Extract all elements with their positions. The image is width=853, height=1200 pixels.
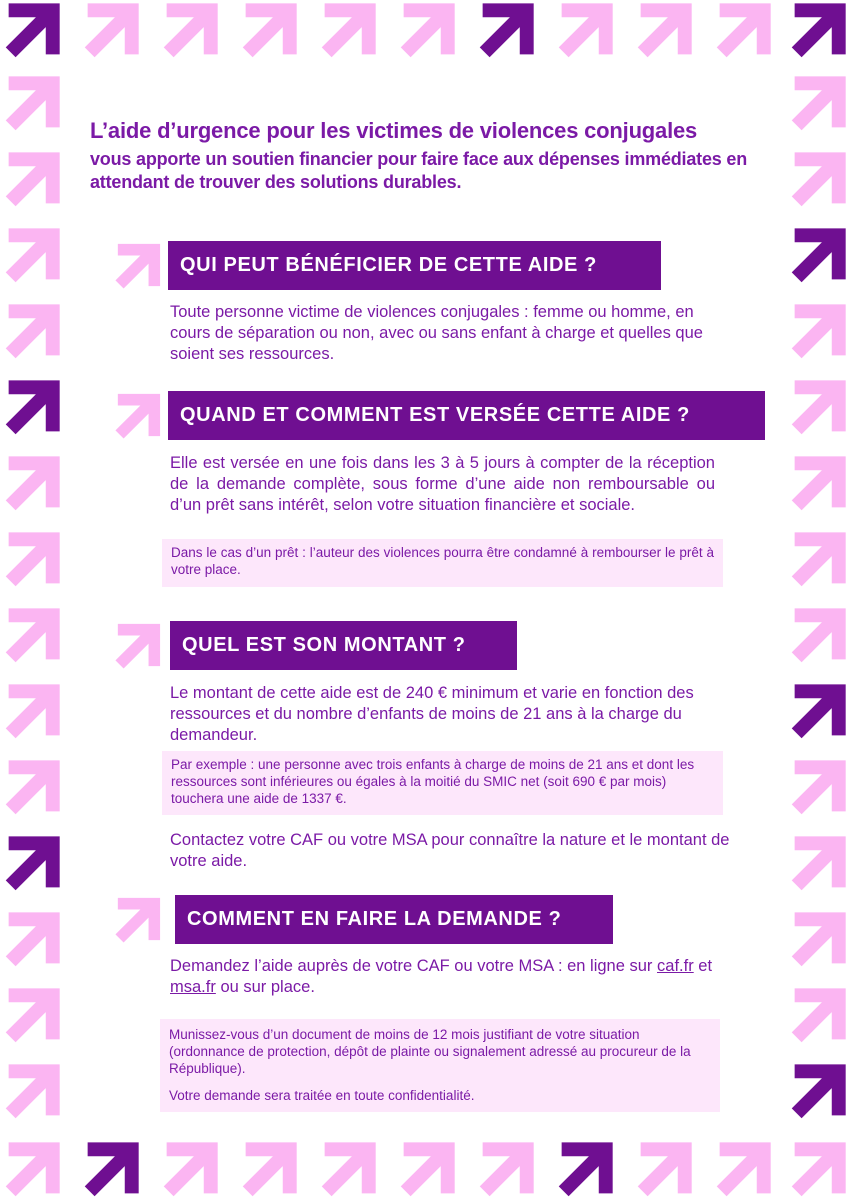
section-text-eligibility: Toute personne victime de violences conjugales : femme ou homme, en cours de séparation ou non, avec ou sans enfant à charge et quelles que soient ses ressources. <box>170 303 703 363</box>
section-text-request <box>170 956 730 998</box>
intro-subtitle: vous apporte un soutien financier pour faire face aux dépenses immédiates en attendant de trouver des solutions durables. <box>90 149 747 192</box>
note-documents <box>160 1019 720 1112</box>
note-loan: Dans le cas d’un prêt : l’auteur des violences pourra être condamné à rembourser le prêt à votre place. <box>162 539 723 587</box>
note-confidentiality-text: Votre demande sera traitée en toute confidentialité. <box>169 1088 475 1103</box>
note-example: Par exemple : une personne avec trois enfants à charge de moins de 21 ans et dont les ressources sont inférieures ou égales à la moitié du SMIC net (soit 690 € par mois) touchera une aide de 1337 €. <box>162 751 723 815</box>
request-text-after: ou sur place. <box>220 978 315 996</box>
section-heading-request: COMMENT EN FAIRE LA DEMANDE ? <box>175 895 613 944</box>
section-text-contact: Contactez votre CAF ou votre MSA pour connaître la nature et le montant de votre aide. <box>170 831 730 870</box>
intro-title: L’aide d’urgence pour les victimes de violences conjugales <box>90 118 698 143</box>
request-text-before: Demandez l’aide auprès de votre CAF ou votre MSA : en ligne sur <box>170 957 653 975</box>
section-heading-payment: QUAND ET COMMENT EST VERSÉE CETTE AIDE ? <box>168 391 765 440</box>
section-heading-amount: QUEL EST SON MONTANT ? <box>170 621 517 670</box>
section-text-amount: Le montant de cette aide est de 240 € minimum et varie en fonction des ressources et du nombre d’enfants de moins de 21 ans à la charge du demandeur. <box>170 684 694 744</box>
arrow-up-right-icon <box>114 392 162 440</box>
request-text-and: et <box>698 957 713 975</box>
note-documents-text: Munissez-vous d’un document de moins de 12 mois justifiant de votre situation (ordonnance de protection, dépôt de plainte ou signalement adressé au procureur de la République). <box>169 1027 691 1076</box>
caf-link[interactable]: caf.fr <box>657 957 694 975</box>
arrow-up-right-icon <box>114 896 162 944</box>
section-text-payment: Elle est versée en une fois dans les 3 à 5 jours à compter de la réception de la demande complète, sous forme d’une aide non remboursable ou d’un prêt sans intérêt, selon votre situation financière et sociale. <box>170 454 715 514</box>
arrow-up-right-icon <box>114 622 162 670</box>
section-heading-eligibility: QUI PEUT BÉNÉFICIER DE CETTE AIDE ? <box>168 241 661 290</box>
arrow-up-right-icon <box>114 242 162 290</box>
msa-link[interactable]: msa.fr <box>170 978 216 996</box>
